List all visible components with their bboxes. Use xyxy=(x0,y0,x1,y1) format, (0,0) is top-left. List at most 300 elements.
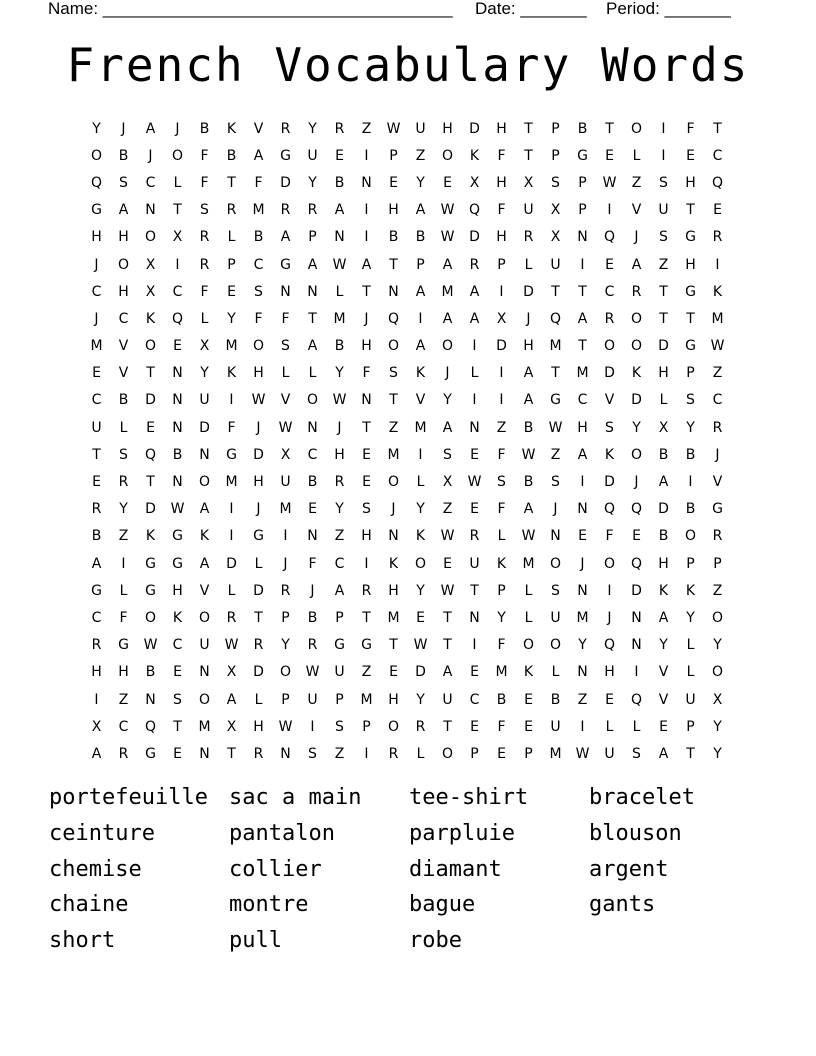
grid-cell[interactable]: Q xyxy=(387,310,400,327)
grid-cell[interactable]: O xyxy=(414,555,427,572)
grid-cell[interactable]: G xyxy=(685,283,696,300)
grid-cell[interactable]: A xyxy=(415,202,426,219)
grid-cell[interactable]: L xyxy=(335,283,344,300)
grid-cell[interactable]: E xyxy=(389,664,398,681)
grid-cell[interactable]: Q xyxy=(630,555,643,572)
grid-cell[interactable]: T xyxy=(551,283,560,300)
grid-cell[interactable]: L xyxy=(524,609,533,626)
grid-cell[interactable]: H xyxy=(334,446,345,463)
grid-cell[interactable]: E xyxy=(92,474,101,491)
grid-cell[interactable]: H xyxy=(442,120,453,137)
grid-cell[interactable]: E xyxy=(416,609,425,626)
grid-cell[interactable]: S xyxy=(308,745,317,762)
grid-cell[interactable]: U xyxy=(604,745,615,762)
grid-cell[interactable]: G xyxy=(685,229,696,246)
grid-cell[interactable]: W xyxy=(548,419,563,436)
grid-cell[interactable]: J xyxy=(634,229,639,246)
grid-cell[interactable]: E xyxy=(308,501,317,518)
grid-cell[interactable]: A xyxy=(307,256,318,273)
grid-cell[interactable]: L xyxy=(254,691,263,708)
grid-cell[interactable]: N xyxy=(172,392,183,409)
grid-cell[interactable]: K xyxy=(388,555,399,572)
grid-cell[interactable]: M xyxy=(360,691,373,708)
grid-cell[interactable]: K xyxy=(199,528,210,545)
grid-cell[interactable]: B xyxy=(118,392,129,409)
grid-cell[interactable]: I xyxy=(364,147,369,164)
grid-cell[interactable]: O xyxy=(441,147,454,164)
grid-cell[interactable]: A xyxy=(415,338,426,355)
grid-cell[interactable]: Z xyxy=(712,582,723,599)
grid-cell[interactable]: I xyxy=(310,718,315,735)
grid-cell[interactable]: T xyxy=(362,283,371,300)
grid-cell[interactable]: C xyxy=(712,147,723,164)
grid-cell[interactable]: T xyxy=(578,283,587,300)
grid-cell[interactable]: I xyxy=(283,528,288,545)
grid-cell[interactable]: N xyxy=(334,229,345,246)
grid-cell[interactable]: R xyxy=(280,120,291,137)
grid-cell[interactable]: T xyxy=(227,745,236,762)
grid-cell[interactable]: H xyxy=(361,338,372,355)
grid-cell[interactable]: M xyxy=(576,609,589,626)
grid-cell[interactable]: O xyxy=(144,229,157,246)
grid-cell[interactable]: F xyxy=(119,609,128,626)
grid-cell[interactable]: U xyxy=(307,691,318,708)
grid-cell[interactable]: G xyxy=(145,745,156,762)
grid-cell[interactable]: N xyxy=(280,283,291,300)
grid-cell[interactable]: P xyxy=(497,256,506,273)
grid-cell[interactable]: R xyxy=(226,609,237,626)
grid-cell[interactable]: N xyxy=(145,691,156,708)
grid-cell[interactable]: N xyxy=(361,174,372,191)
grid-cell[interactable]: V xyxy=(118,365,129,382)
grid-cell[interactable]: L xyxy=(524,256,533,273)
grid-cell[interactable]: A xyxy=(415,283,426,300)
grid-cell[interactable]: V xyxy=(118,338,129,355)
grid-cell[interactable]: R xyxy=(631,283,642,300)
grid-cell[interactable]: T xyxy=(146,365,155,382)
grid-cell[interactable]: L xyxy=(173,174,182,191)
grid-cell[interactable]: U xyxy=(307,147,318,164)
grid-cell[interactable]: K xyxy=(631,365,642,382)
grid-cell[interactable]: W xyxy=(278,419,293,436)
grid-cell[interactable]: D xyxy=(253,582,264,599)
grid-cell[interactable]: U xyxy=(415,120,426,137)
grid-cell[interactable]: T xyxy=(227,174,236,191)
grid-cell[interactable]: W xyxy=(440,582,455,599)
grid-cell[interactable]: L xyxy=(416,474,425,491)
grid-cell[interactable]: Z xyxy=(577,691,588,708)
grid-cell[interactable]: R xyxy=(361,582,372,599)
grid-cell[interactable]: U xyxy=(280,474,291,491)
grid-cell[interactable]: N xyxy=(577,664,588,681)
grid-cell[interactable]: A xyxy=(523,501,534,518)
grid-cell[interactable]: X xyxy=(712,691,723,708)
grid-cell[interactable]: K xyxy=(145,528,156,545)
grid-cell[interactable]: A xyxy=(91,745,102,762)
grid-cell[interactable]: E xyxy=(146,419,155,436)
grid-cell[interactable]: C xyxy=(469,691,480,708)
grid-cell[interactable]: I xyxy=(94,691,99,708)
grid-cell[interactable]: L xyxy=(281,365,290,382)
grid-cell[interactable]: X xyxy=(550,202,561,219)
grid-cell[interactable]: T xyxy=(686,310,695,327)
grid-cell[interactable]: O xyxy=(630,120,643,137)
grid-cell[interactable]: J xyxy=(175,120,180,137)
grid-cell[interactable]: X xyxy=(658,419,669,436)
grid-cell[interactable]: P xyxy=(416,256,425,273)
grid-cell[interactable]: F xyxy=(497,202,506,219)
grid-cell[interactable]: O xyxy=(387,338,400,355)
grid-cell[interactable]: Z xyxy=(496,419,507,436)
grid-cell[interactable]: C xyxy=(172,637,183,654)
grid-cell[interactable]: C xyxy=(91,283,102,300)
grid-cell[interactable]: L xyxy=(686,637,695,654)
grid-cell[interactable]: I xyxy=(364,745,369,762)
grid-cell[interactable]: H xyxy=(118,664,129,681)
grid-cell[interactable]: J xyxy=(607,609,612,626)
grid-cell[interactable]: Y xyxy=(416,582,425,599)
grid-cell[interactable]: Y xyxy=(713,718,722,735)
grid-cell[interactable]: H xyxy=(496,120,507,137)
grid-cell[interactable]: C xyxy=(91,609,102,626)
grid-cell[interactable]: H xyxy=(118,229,129,246)
grid-cell[interactable]: A xyxy=(658,474,669,491)
grid-cell[interactable]: X xyxy=(280,446,291,463)
grid-cell[interactable]: T xyxy=(389,637,398,654)
grid-cell[interactable]: F xyxy=(497,637,506,654)
grid-cell[interactable]: E xyxy=(524,718,533,735)
grid-cell[interactable]: O xyxy=(441,745,454,762)
grid-cell[interactable]: L xyxy=(254,555,263,572)
grid-cell[interactable]: T xyxy=(389,392,398,409)
grid-cell[interactable]: I xyxy=(364,202,369,219)
grid-cell[interactable]: S xyxy=(119,446,128,463)
grid-cell[interactable]: D xyxy=(523,283,534,300)
grid-cell[interactable]: L xyxy=(227,582,236,599)
grid-cell[interactable]: V xyxy=(199,582,210,599)
grid-cell[interactable]: R xyxy=(253,745,264,762)
grid-cell[interactable]: L xyxy=(227,229,236,246)
grid-cell[interactable]: E xyxy=(362,446,371,463)
grid-cell[interactable]: W xyxy=(386,120,401,137)
grid-cell[interactable]: J xyxy=(256,419,261,436)
grid-cell[interactable]: E xyxy=(713,202,722,219)
grid-cell[interactable]: Q xyxy=(549,310,562,327)
grid-cell[interactable]: R xyxy=(469,528,480,545)
grid-cell[interactable]: P xyxy=(281,609,290,626)
grid-cell[interactable]: X xyxy=(199,338,210,355)
grid-cell[interactable]: H xyxy=(577,419,588,436)
grid-cell[interactable]: M xyxy=(576,365,589,382)
grid-cell[interactable]: X xyxy=(226,664,237,681)
grid-cell[interactable]: W xyxy=(467,474,482,491)
grid-cell[interactable]: Y xyxy=(713,637,722,654)
grid-cell[interactable]: W xyxy=(710,338,725,355)
grid-cell[interactable]: T xyxy=(254,609,263,626)
grid-cell[interactable]: H xyxy=(253,365,264,382)
grid-cell[interactable]: Y xyxy=(308,120,317,137)
grid-cell[interactable]: L xyxy=(524,582,533,599)
grid-cell[interactable]: P xyxy=(389,147,398,164)
grid-cell[interactable]: G xyxy=(145,555,156,572)
grid-cell[interactable]: C xyxy=(118,718,129,735)
grid-cell[interactable]: O xyxy=(441,338,454,355)
grid-cell[interactable]: K xyxy=(226,120,237,137)
grid-cell[interactable]: E xyxy=(470,446,479,463)
grid-cell[interactable]: A xyxy=(199,501,210,518)
grid-cell[interactable]: Y xyxy=(335,501,344,518)
grid-cell[interactable]: F xyxy=(497,446,506,463)
grid-cell[interactable]: M xyxy=(225,474,238,491)
grid-cell[interactable]: C xyxy=(253,256,264,273)
grid-cell[interactable]: A xyxy=(469,310,480,327)
grid-cell[interactable]: T xyxy=(308,310,317,327)
grid-cell[interactable]: R xyxy=(118,745,129,762)
grid-cell[interactable]: D xyxy=(469,120,480,137)
grid-cell[interactable]: S xyxy=(632,745,641,762)
grid-cell[interactable]: W xyxy=(224,637,239,654)
grid-cell[interactable]: U xyxy=(658,202,669,219)
grid-cell[interactable]: Q xyxy=(603,637,616,654)
grid-cell[interactable]: J xyxy=(256,501,261,518)
grid-cell[interactable]: H xyxy=(496,174,507,191)
grid-cell[interactable]: A xyxy=(523,365,534,382)
grid-cell[interactable]: P xyxy=(524,745,533,762)
grid-cell[interactable]: E xyxy=(335,147,344,164)
grid-cell[interactable]: N xyxy=(388,528,399,545)
grid-cell[interactable]: C xyxy=(604,283,615,300)
grid-cell[interactable]: Y xyxy=(686,609,695,626)
grid-cell[interactable]: X xyxy=(145,256,156,273)
grid-cell[interactable]: F xyxy=(686,120,695,137)
grid-cell[interactable]: T xyxy=(173,202,182,219)
grid-cell[interactable]: J xyxy=(553,501,558,518)
grid-cell[interactable]: B xyxy=(307,474,318,491)
grid-cell[interactable]: F xyxy=(497,501,506,518)
grid-cell[interactable]: I xyxy=(580,256,585,273)
grid-cell[interactable]: D xyxy=(145,501,156,518)
grid-cell[interactable]: E xyxy=(443,555,452,572)
grid-cell[interactable]: A xyxy=(307,338,318,355)
grid-cell[interactable]: G xyxy=(685,338,696,355)
grid-cell[interactable]: K xyxy=(658,582,669,599)
grid-cell[interactable]: N xyxy=(307,419,318,436)
grid-cell[interactable]: E xyxy=(173,664,182,681)
grid-cell[interactable]: V xyxy=(712,474,723,491)
grid-cell[interactable]: H xyxy=(388,582,399,599)
grid-cell[interactable]: I xyxy=(661,147,666,164)
grid-cell[interactable]: B xyxy=(91,528,102,545)
grid-cell[interactable]: D xyxy=(604,365,615,382)
grid-cell[interactable]: U xyxy=(550,718,561,735)
grid-cell[interactable]: I xyxy=(472,338,477,355)
grid-cell[interactable]: S xyxy=(200,202,209,219)
grid-cell[interactable]: N xyxy=(577,229,588,246)
grid-cell[interactable]: Z xyxy=(118,528,129,545)
grid-cell[interactable]: D xyxy=(145,392,156,409)
grid-cell[interactable]: W xyxy=(413,637,428,654)
grid-cell[interactable]: N xyxy=(280,745,291,762)
grid-cell[interactable]: P xyxy=(578,202,587,219)
grid-cell[interactable]: L xyxy=(551,664,560,681)
grid-cell[interactable]: L xyxy=(119,419,128,436)
grid-cell[interactable]: Z xyxy=(658,256,669,273)
grid-cell[interactable]: I xyxy=(472,392,477,409)
grid-cell[interactable]: T xyxy=(686,745,695,762)
grid-cell[interactable]: B xyxy=(496,691,507,708)
grid-cell[interactable]: Y xyxy=(632,419,641,436)
grid-cell[interactable]: B xyxy=(658,446,669,463)
grid-cell[interactable]: Y xyxy=(227,310,236,327)
grid-cell[interactable]: B xyxy=(307,609,318,626)
grid-cell[interactable]: T xyxy=(443,609,452,626)
grid-cell[interactable]: V xyxy=(280,392,291,409)
grid-cell[interactable]: A xyxy=(523,392,534,409)
grid-cell[interactable]: N xyxy=(199,664,210,681)
grid-cell[interactable]: Z xyxy=(118,691,129,708)
grid-cell[interactable]: H xyxy=(91,229,102,246)
grid-cell[interactable]: V xyxy=(253,120,264,137)
grid-cell[interactable]: E xyxy=(362,474,371,491)
grid-cell[interactable]: L xyxy=(686,664,695,681)
grid-cell[interactable]: D xyxy=(631,582,642,599)
grid-cell[interactable]: S xyxy=(335,718,344,735)
grid-cell[interactable]: N xyxy=(172,474,183,491)
grid-cell[interactable]: J xyxy=(283,555,288,572)
grid-cell[interactable]: A xyxy=(91,555,102,572)
grid-cell[interactable]: M xyxy=(333,310,346,327)
grid-cell[interactable]: W xyxy=(332,392,347,409)
grid-cell[interactable]: I xyxy=(364,229,369,246)
grid-cell[interactable]: H xyxy=(253,718,264,735)
grid-cell[interactable]: Q xyxy=(90,174,103,191)
grid-cell[interactable]: O xyxy=(279,664,292,681)
grid-cell[interactable]: Q xyxy=(630,501,643,518)
grid-cell[interactable]: B xyxy=(145,664,156,681)
grid-cell[interactable]: P xyxy=(335,691,344,708)
grid-cell[interactable]: Z xyxy=(388,419,399,436)
grid-cell[interactable]: R xyxy=(253,637,264,654)
grid-cell[interactable]: D xyxy=(226,555,237,572)
grid-cell[interactable]: Y xyxy=(443,392,452,409)
grid-cell[interactable]: F xyxy=(497,718,506,735)
grid-cell[interactable]: D xyxy=(415,664,426,681)
grid-cell[interactable]: Z xyxy=(361,664,372,681)
grid-cell[interactable]: I xyxy=(661,120,666,137)
grid-cell[interactable]: J xyxy=(121,120,126,137)
grid-cell[interactable]: E xyxy=(632,528,641,545)
grid-cell[interactable]: B xyxy=(658,528,669,545)
grid-cell[interactable]: T xyxy=(551,365,560,382)
grid-cell[interactable]: C xyxy=(91,392,102,409)
grid-cell[interactable]: G xyxy=(712,501,723,518)
grid-cell[interactable]: F xyxy=(605,528,614,545)
grid-cell[interactable]: K xyxy=(469,147,480,164)
grid-cell[interactable]: K xyxy=(172,609,183,626)
grid-cell[interactable]: E xyxy=(605,256,614,273)
grid-cell[interactable]: A xyxy=(145,120,156,137)
grid-cell[interactable]: D xyxy=(280,174,291,191)
grid-cell[interactable]: S xyxy=(551,582,560,599)
grid-cell[interactable]: C xyxy=(118,310,129,327)
grid-cell[interactable]: T xyxy=(389,256,398,273)
grid-cell[interactable]: T xyxy=(362,609,371,626)
grid-cell[interactable]: E xyxy=(659,718,668,735)
grid-cell[interactable]: J xyxy=(94,256,99,273)
grid-cell[interactable]: C xyxy=(145,174,156,191)
grid-cell[interactable]: M xyxy=(90,338,103,355)
grid-cell[interactable]: H xyxy=(658,555,669,572)
grid-cell[interactable]: U xyxy=(334,664,345,681)
grid-cell[interactable]: A xyxy=(199,555,210,572)
grid-cell[interactable]: U xyxy=(199,637,210,654)
period-field[interactable]: Period: _______ xyxy=(606,0,731,18)
grid-cell[interactable]: B xyxy=(550,691,561,708)
grid-cell[interactable]: X xyxy=(91,718,102,735)
grid-cell[interactable]: T xyxy=(578,338,587,355)
grid-cell[interactable]: N xyxy=(469,419,480,436)
grid-cell[interactable]: E xyxy=(173,338,182,355)
grid-cell[interactable]: D xyxy=(631,392,642,409)
grid-cell[interactable]: X xyxy=(442,474,453,491)
grid-cell[interactable]: Y xyxy=(200,365,209,382)
grid-cell[interactable]: U xyxy=(523,202,534,219)
grid-cell[interactable]: R xyxy=(91,637,102,654)
grid-cell[interactable]: G xyxy=(253,528,264,545)
grid-cell[interactable]: R xyxy=(199,256,210,273)
grid-cell[interactable]: B xyxy=(253,229,264,246)
grid-cell[interactable]: P xyxy=(551,147,560,164)
grid-cell[interactable]: I xyxy=(499,392,504,409)
grid-cell[interactable]: O xyxy=(630,310,643,327)
grid-cell[interactable]: I xyxy=(229,528,234,545)
grid-cell[interactable]: K xyxy=(145,310,156,327)
grid-cell[interactable]: A xyxy=(334,202,345,219)
grid-cell[interactable]: M xyxy=(387,446,400,463)
grid-cell[interactable]: P xyxy=(335,609,344,626)
grid-cell[interactable]: T xyxy=(713,120,722,137)
grid-cell[interactable]: F xyxy=(497,147,506,164)
grid-cell[interactable]: D xyxy=(199,419,210,436)
grid-cell[interactable]: I xyxy=(499,283,504,300)
grid-cell[interactable]: R xyxy=(91,501,102,518)
grid-cell[interactable]: V xyxy=(658,691,669,708)
grid-cell[interactable]: H xyxy=(685,256,696,273)
grid-cell[interactable]: S xyxy=(605,419,614,436)
grid-cell[interactable]: Q xyxy=(603,229,616,246)
grid-cell[interactable]: Q xyxy=(144,718,157,735)
grid-cell[interactable]: I xyxy=(607,582,612,599)
grid-cell[interactable]: G xyxy=(361,637,372,654)
grid-cell[interactable]: K xyxy=(523,664,534,681)
grid-cell[interactable]: F xyxy=(200,147,209,164)
grid-cell[interactable]: E xyxy=(470,664,479,681)
grid-cell[interactable]: Y xyxy=(497,609,506,626)
grid-cell[interactable]: R xyxy=(280,582,291,599)
grid-cell[interactable]: C xyxy=(172,283,183,300)
grid-cell[interactable]: A xyxy=(658,745,669,762)
grid-cell[interactable]: Q xyxy=(171,310,184,327)
grid-cell[interactable]: M xyxy=(549,745,562,762)
grid-cell[interactable]: S xyxy=(254,283,263,300)
grid-cell[interactable]: B xyxy=(685,446,696,463)
grid-cell[interactable]: U xyxy=(91,419,102,436)
grid-cell[interactable]: T xyxy=(443,718,452,735)
grid-cell[interactable]: I xyxy=(175,256,180,273)
grid-cell[interactable]: H xyxy=(172,582,183,599)
grid-cell[interactable]: L xyxy=(470,365,479,382)
grid-cell[interactable]: W xyxy=(440,229,455,246)
